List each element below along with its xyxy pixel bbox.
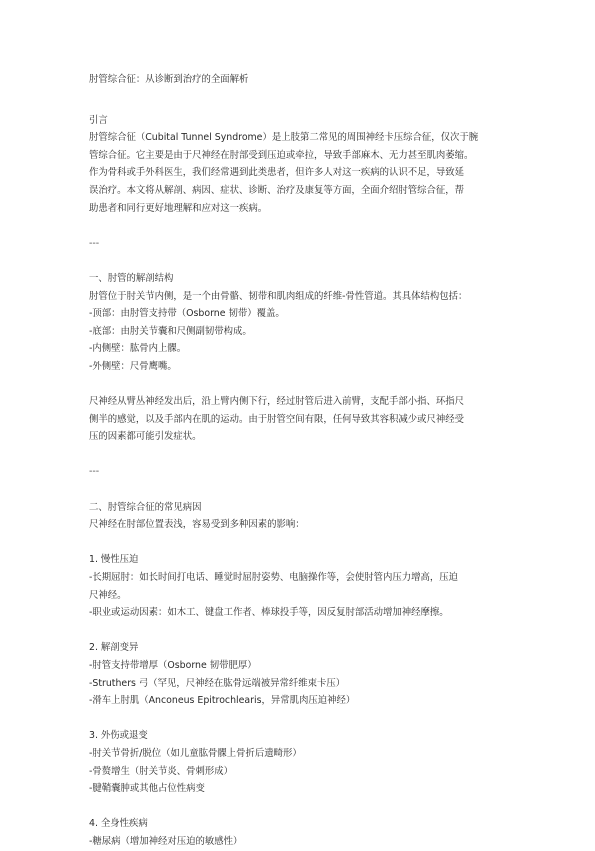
cause-group <box>89 639 519 709</box>
cause-title: 4. 全身性疾病 <box>89 818 148 830</box>
paragraph-line: 压的因素都可能引发症状。 <box>89 431 202 443</box>
list-item: -长期屈肘：如长时间打电话、睡觉时屈肘姿势、电脑操作等，会使肘管内压力增高，压迫 <box>89 572 459 584</box>
cause-title: 2. 解剖变异 <box>89 642 139 654</box>
list-item: -滑车上肘肌（Anconeus Epitrochlearis，异常肌肉压迫神经） <box>89 695 356 707</box>
paragraph-line: 误治疗。本文将从解剖、病因、症状、诊断、治疗及康复等方面，全面介绍肘管综合征，帮 <box>89 184 465 196</box>
cause-title: 1. 慢性压迫 <box>89 554 139 566</box>
intro-heading: 引言 <box>89 114 108 126</box>
list-item: -内侧壁：肱骨内上髁。 <box>89 343 187 355</box>
list-item: 尺神经。 <box>89 589 127 601</box>
intro-paragraph <box>89 129 519 217</box>
paragraph-line: 助患者和同行更好地理解和应对这一疾病。 <box>89 202 268 214</box>
paragraph-line: 肘管位于肘关节内侧，是一个由骨骼、韧带和肌肉组成的纤维-骨性管道。其具体结构包括： <box>89 290 468 302</box>
cause-group <box>89 727 519 797</box>
section-heading: 二、肘管综合征的常见病因 <box>89 501 202 513</box>
list-item: -肘管支持带增厚（Osborne 韧带肥厚） <box>89 660 257 671</box>
list-item: -外侧壁：尺骨鹰嘴。 <box>89 360 177 372</box>
cause-group <box>89 815 519 850</box>
list-item: -肘关节骨折/脱位（如儿童肱骨髁上骨折后遗畸形） <box>89 747 302 759</box>
anatomy-list <box>89 288 519 376</box>
paragraph-line: 侧半的感觉，以及手部内在肌的运动。由于肘管空间有限，任何导致其容积减少或尺神经受 <box>89 413 465 425</box>
paragraph-line: 尺神经从臂丛神经发出后，沿上臂内侧下行，经过肘管后进入前臂，支配手部小指、环指尺 <box>89 396 465 408</box>
document-title: 肘管综合征：从诊断到治疗的全面解析 <box>89 74 249 85</box>
paragraph-line: 管综合征。它主要是由于尺神经在肘部受到压迫或牵拉，导致手部麻木、无力甚至肌肉萎缩。 <box>89 149 474 161</box>
paragraph-line: 肘管综合征（Cubital Tunnel Syndrome）是上肢第二常见的周围神经卡压综合征，仅次于腕 <box>89 132 479 144</box>
separator: --- <box>89 466 100 478</box>
list-item: -骨赘增生（肘关节炎、骨刺形成） <box>89 765 234 777</box>
list-item: -底部：由肘关节囊和尺侧副韧带构成。 <box>89 325 252 337</box>
list-item: -顶部：由肘管支持带（Osborne 韧带）覆盖。 <box>89 308 285 320</box>
list-item: -腱鞘囊肿或其他占位性病变 <box>89 783 205 795</box>
document-body <box>89 71 519 851</box>
cause-title: 3. 外伤或退变 <box>89 730 148 742</box>
list-item: -Struthers 弓（罕见，尺神经在肱骨远端被异常纤维束卡压） <box>89 677 346 689</box>
ulnar-nerve-paragraph <box>89 393 519 446</box>
separator: --- <box>89 237 100 249</box>
paragraph-line: 作为骨科或手外科医生，我们经常遇到此类患者，但许多人对这一疾病的认识不足，导致延 <box>89 167 465 179</box>
section-intro: 尺神经在肘部位置表浅，容易受到多种因素的影响： <box>89 519 305 531</box>
list-item: -糖尿病（增加神经对压迫的敏感性） <box>89 835 243 847</box>
cause-group <box>89 551 519 621</box>
list-item: -职业或运动因素：如木工、键盘工作者、棒球投手等，因反复肘部活动增加神经摩擦。 <box>89 607 449 619</box>
section-heading: 一、肘管的解剖结构 <box>89 272 174 284</box>
